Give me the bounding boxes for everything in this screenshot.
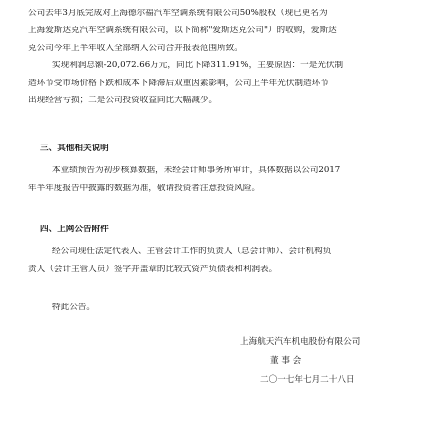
paragraph2-line1: 实现利润总额-20,072.66万元，同比下降311.91%，主要原因：一是光伏制 <box>52 61 344 70</box>
section4-heading: 四、上网公告附件 <box>40 225 109 234</box>
paragraph2-line3: 出现经营亏损；二是公司投资收益同比大幅减少。 <box>28 96 218 105</box>
paragraph1-line1: 公司去年3月底完成对上海德尔福汽车空调系统有限公司50%股权（现已更名为 <box>28 9 328 18</box>
section4-line2: 责人（会计主管人员）签字并盖章的比较式资产负债表和利润表。 <box>28 265 278 274</box>
paragraph2-line2: 造环节受市场价格下跌和成本下降滞后双重因素影响，公司上半年光伏制造环节 <box>28 79 329 88</box>
closing-text: 特此公告。 <box>52 303 95 312</box>
section3-line1: 本业绩预告为初步核算数据，未经会计师事务所审计，具体数据以公司2017 <box>52 166 341 175</box>
signature-company: 上海航天汽车机电股份有限公司 <box>240 337 361 347</box>
section3-line2: 年半年度报告中披露的数据为准，敬请投资者注意投资风险。 <box>28 184 261 193</box>
paragraph1-line2: 上海爱斯达克汽车空调系统有限公司，以下简称"爱斯达克公司"）的收购，爱斯达 <box>28 26 337 35</box>
section3-heading: 三、其他相关说明 <box>40 144 109 153</box>
signature-date: 二〇一七年七月二十八日 <box>260 375 355 385</box>
signature-board: 董 事 会 <box>270 356 302 366</box>
paragraph1-line3: 克公司今年上半年收入全部纳入公司合并报表范围所致。 <box>28 44 243 53</box>
section4-line1: 经公司现任法定代表人、主管会计工作的负责人（总会计师）、会计机构负 <box>52 247 332 256</box>
